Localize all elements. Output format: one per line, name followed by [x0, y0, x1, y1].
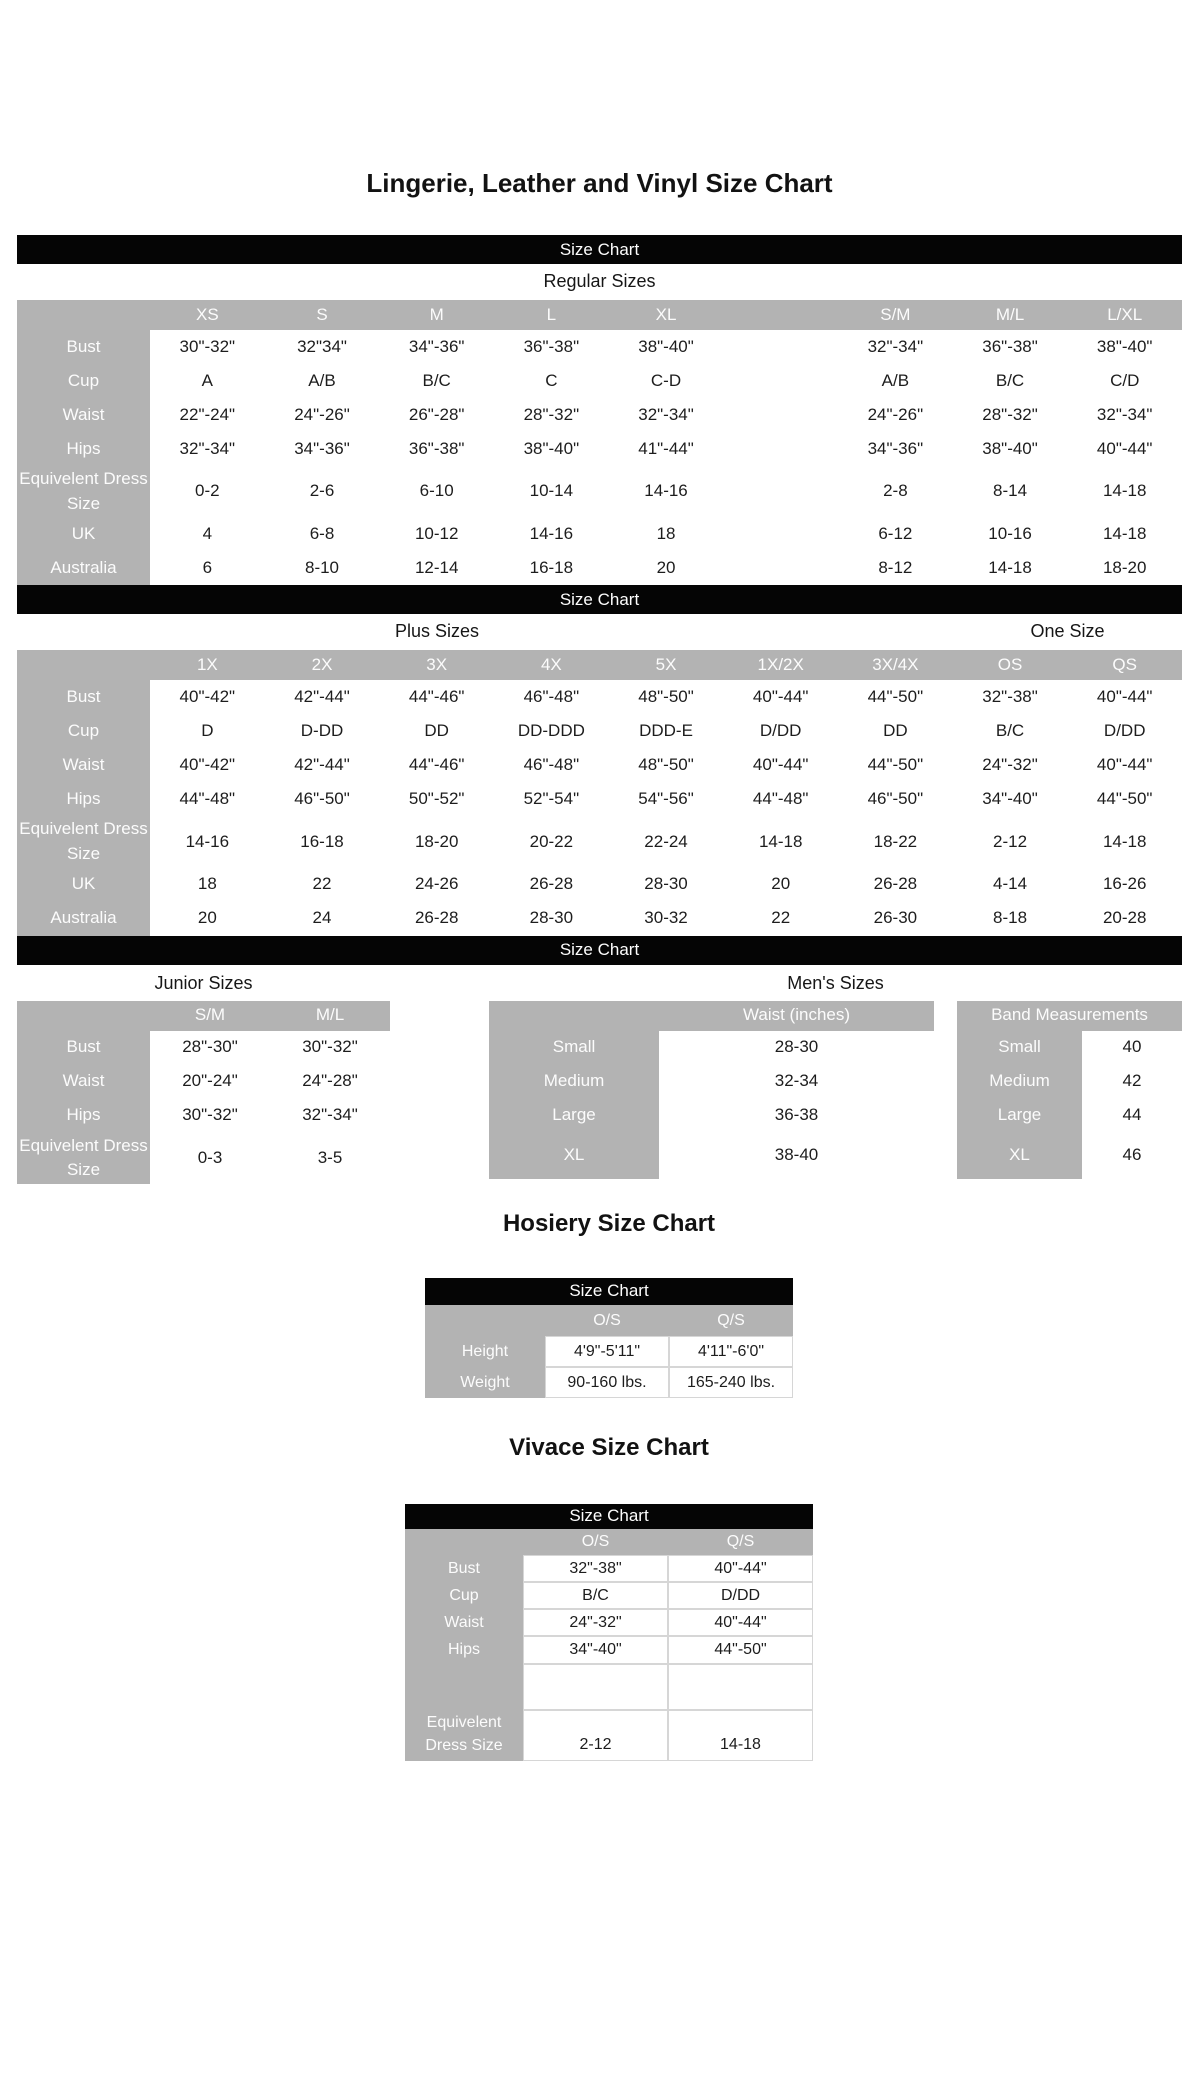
table-cell: B/C	[995, 720, 1025, 740]
table-cell: 38"-40"	[638, 336, 694, 356]
table-cell: B/C	[422, 370, 451, 390]
table-cell: 4	[202, 523, 213, 543]
row-label: Hips	[17, 782, 150, 816]
table-cell: 14-18	[1102, 481, 1147, 501]
column-header: 4X	[494, 650, 609, 680]
table-cell: 40"-42"	[179, 686, 236, 706]
row-label: Bust	[17, 680, 150, 714]
column-header: 1X/2X	[723, 650, 838, 680]
table-cell: 8-14	[993, 481, 1028, 501]
table-row	[17, 1099, 390, 1133]
row-label: Large	[489, 1099, 659, 1133]
table-cell: B/C	[995, 370, 1025, 390]
table-cell: 14-18	[1102, 523, 1147, 543]
row-label: Waist	[17, 398, 150, 432]
table-cell: 22	[771, 908, 791, 928]
row-label: Equivelent Dress Size	[405, 1710, 523, 1761]
table-cell: 32-34	[774, 1071, 819, 1091]
table-row	[489, 1031, 934, 1065]
row-label: Weight	[425, 1367, 545, 1398]
size-chart-bar: Size Chart	[17, 585, 1182, 614]
row-label: Small	[957, 1031, 1082, 1065]
column-header: M/L	[953, 300, 1068, 330]
table-cell: A/B	[881, 370, 910, 390]
table-cell: 14-16	[185, 831, 230, 851]
table-cell: 22"-24"	[179, 404, 236, 424]
table-cell: 6-10	[419, 481, 454, 501]
table-cell: 40"-44"	[1096, 686, 1153, 706]
header-row	[17, 1001, 390, 1031]
table-cell	[723, 330, 838, 364]
table-cell: 34"-36"	[867, 438, 924, 458]
table-row	[17, 748, 1182, 782]
column-header: QS	[1067, 650, 1182, 680]
table-cell: 0-2	[195, 481, 220, 501]
row-label: Cup	[405, 1582, 523, 1609]
table-cell: 54"-56"	[638, 788, 694, 808]
table-cell: 2-12	[523, 1710, 668, 1761]
row-label: Cup	[17, 364, 150, 398]
row-label: UK	[17, 868, 150, 902]
vivace-table	[405, 1529, 813, 1761]
table-cell	[723, 364, 838, 398]
table-cell: 38"-40"	[523, 438, 580, 458]
table-cell: 24"-28"	[302, 1071, 358, 1091]
table-cell: 4'9"-5'11"	[545, 1336, 669, 1367]
table-cell: 48"-50"	[638, 754, 694, 774]
table-cell: 18-20	[1102, 557, 1147, 577]
table-cell: 46"-48"	[523, 754, 580, 774]
row-label: Small	[489, 1031, 659, 1065]
table-cell: 20	[656, 557, 676, 577]
table-cell: 2-6	[309, 481, 335, 501]
column-header: OS	[953, 650, 1068, 680]
table-cell: 14-18	[668, 1710, 813, 1761]
table-row	[17, 398, 1182, 432]
table-cell: 24-26	[414, 874, 459, 894]
row-label: Large	[957, 1099, 1082, 1133]
table-cell: 90-160 lbs.	[545, 1367, 669, 1398]
table-row	[957, 1099, 1182, 1133]
table-cell: 44	[1122, 1105, 1142, 1125]
header-corner	[489, 1001, 659, 1031]
table-row	[17, 782, 1182, 816]
column-header: 3X/4X	[838, 650, 953, 680]
table-cell: 14-18	[758, 831, 803, 851]
table-cell: 40"-44"	[752, 754, 809, 774]
table-cell: DD-DDD	[517, 720, 585, 740]
table-cell: C/D	[1110, 370, 1140, 390]
table-cell: 42"-44"	[294, 686, 350, 706]
row-label	[405, 1664, 523, 1710]
table-cell: 40"-42"	[179, 754, 236, 774]
table-cell: 2-12	[993, 831, 1028, 851]
table-cell: 20-22	[529, 831, 574, 851]
table-cell: 28-30	[529, 908, 574, 928]
table-cell: 2-8	[883, 481, 908, 501]
row-label: Medium	[957, 1065, 1082, 1099]
column-header: 2X	[265, 650, 380, 680]
table-cell: 44"-50"	[668, 1636, 813, 1663]
table-cell	[723, 432, 838, 466]
table-cell: 4-14	[993, 874, 1028, 894]
row-label: Medium	[489, 1065, 659, 1099]
header-row	[17, 650, 1182, 680]
regular-sizes-label: Regular Sizes	[543, 271, 656, 291]
junior-mens-section-row	[17, 965, 1182, 1001]
table-cell: 30"-32"	[182, 1105, 238, 1125]
table-row	[957, 1031, 1182, 1065]
table-cell: 44"-48"	[179, 788, 236, 808]
table-cell: 10-14	[529, 481, 574, 501]
header-row	[957, 1001, 1182, 1031]
table-row	[425, 1367, 793, 1398]
size-chart-bar: Size Chart	[17, 235, 1182, 264]
table-cell: 8-12	[878, 557, 913, 577]
table-cell: 48"-50"	[638, 686, 694, 706]
table-cell: 10-12	[414, 523, 459, 543]
page-title: Lingerie, Leather and Vinyl Size Chart	[366, 168, 833, 198]
table-row	[17, 816, 1182, 867]
table-row	[957, 1133, 1182, 1179]
table-cell: 36-38	[774, 1105, 819, 1125]
table-cell: 28"-32"	[982, 404, 1038, 424]
vivace-title: Vivace Size Chart	[509, 1433, 709, 1461]
mens-waist-table	[489, 1001, 934, 1179]
table-cell: 16-18	[300, 831, 344, 851]
table-cell: 40"-44"	[668, 1609, 813, 1636]
table-cell: 26"-28"	[408, 404, 465, 424]
header-corner	[17, 300, 150, 330]
table-cell: 14-18	[1102, 831, 1147, 851]
table-cell: 34"-40"	[523, 1636, 668, 1663]
table-cell: 44"-50"	[1096, 788, 1153, 808]
table-cell: 26-30	[873, 908, 918, 928]
column-header: L/XL	[1067, 300, 1182, 330]
row-label: Height	[425, 1336, 545, 1367]
row-label: Bust	[17, 1031, 150, 1065]
table-cell: 6	[202, 557, 213, 577]
size-chart-bar: Size Chart	[405, 1504, 813, 1529]
column-header: M	[379, 300, 494, 330]
regular-sizes-table	[17, 300, 1182, 585]
table-cell: 42	[1122, 1071, 1142, 1091]
table-cell: 24"-32"	[523, 1609, 668, 1636]
table-cell: 6-8	[309, 523, 335, 543]
column-header: S	[265, 300, 380, 330]
row-label: Waist	[405, 1609, 523, 1636]
table-cell: 22	[312, 874, 332, 894]
header-row	[489, 1001, 934, 1031]
table-cell: 18-22	[873, 831, 918, 851]
table-cell: 16-18	[529, 557, 574, 577]
table-cell	[723, 517, 838, 551]
table-cell: 20"-24"	[182, 1071, 238, 1091]
row-label: Hips	[17, 1099, 150, 1133]
column-header: S/M	[150, 1001, 270, 1031]
table-row	[425, 1336, 793, 1367]
table-cell: 30"-32"	[179, 336, 236, 356]
table-cell: 38"-40"	[982, 438, 1038, 458]
table-row	[17, 714, 1182, 748]
table-cell: 22-24	[644, 831, 688, 851]
table-row	[489, 1099, 934, 1133]
table-cell: 28"-32"	[523, 404, 580, 424]
row-label: XL	[957, 1133, 1082, 1179]
table-cell: B/C	[523, 1582, 668, 1609]
table-cell: 40"-44"	[1096, 438, 1153, 458]
table-row	[17, 330, 1182, 364]
table-row	[405, 1636, 813, 1663]
table-row	[405, 1609, 813, 1636]
table-row	[489, 1133, 934, 1179]
row-label: XL	[489, 1133, 659, 1179]
column-header: 5X	[609, 650, 724, 680]
header-row	[17, 300, 1182, 330]
column-header: L	[494, 300, 609, 330]
table-cell: D-DD	[300, 720, 344, 740]
table-cell: C-D	[650, 370, 682, 390]
size-chart-bar: Size Chart	[17, 936, 1182, 965]
table-cell	[523, 1664, 668, 1710]
table-cell: 14-16	[529, 523, 574, 543]
plus-sizes-label: Plus Sizes	[394, 621, 480, 642]
table-cell: 165-240 lbs.	[669, 1367, 793, 1398]
table-cell: 18	[656, 523, 676, 543]
table-cell: DD	[883, 720, 908, 740]
table-cell: 41"-44"	[638, 438, 694, 458]
table-cell: D	[201, 720, 214, 740]
row-label: Cup	[17, 714, 150, 748]
table-cell: C	[545, 370, 558, 390]
junior-sizes-label: Junior Sizes	[154, 972, 253, 993]
table-cell: 26-28	[873, 874, 918, 894]
table-cell: 36"-38"	[408, 438, 465, 458]
table-cell: 44"-50"	[867, 686, 924, 706]
table-row	[17, 432, 1182, 466]
column-header	[723, 300, 838, 330]
column-header: Band Measurements	[957, 1001, 1182, 1031]
table-cell: 36"-38"	[523, 336, 580, 356]
table-cell	[668, 1664, 813, 1710]
table-cell: 12-14	[414, 557, 459, 577]
table-row	[957, 1065, 1182, 1099]
row-label: Equivelent Dress Size	[17, 466, 150, 517]
table-cell: 3-5	[317, 1147, 343, 1167]
table-row	[17, 551, 1182, 585]
table-cell: 44"-46"	[408, 754, 465, 774]
table-cell: 16-26	[1102, 874, 1147, 894]
table-cell: D/DD	[759, 720, 802, 740]
table-cell: 34"-36"	[294, 438, 350, 458]
table-cell: D/DD	[1103, 720, 1146, 740]
table-cell: 20	[771, 874, 791, 894]
table-row	[405, 1710, 813, 1761]
table-cell: 32"-34"	[638, 404, 694, 424]
column-header: Waist (inches)	[659, 1001, 934, 1031]
table-cell: 18-20	[414, 831, 459, 851]
mens-band-table	[957, 1001, 1182, 1179]
table-cell: 46	[1122, 1145, 1142, 1165]
column-header: O/S	[523, 1529, 668, 1555]
table-cell: 28-30	[644, 874, 688, 894]
table-row	[405, 1555, 813, 1582]
column-header: Q/S	[669, 1305, 793, 1336]
junior-mens-tables	[17, 1001, 1182, 1184]
table-cell: 24"-26"	[867, 404, 924, 424]
plus-sizes-table	[17, 650, 1182, 935]
table-cell: 8-10	[304, 557, 340, 577]
table-cell: 24"-26"	[294, 404, 350, 424]
table-cell: 30-32	[644, 908, 688, 928]
header-corner	[17, 1001, 150, 1031]
row-label: Australia	[17, 902, 150, 936]
table-row	[405, 1664, 813, 1710]
table-cell: 32"34"	[297, 336, 347, 356]
table-cell: 40"-44"	[752, 686, 809, 706]
hosiery-table	[425, 1305, 793, 1398]
table-row	[17, 1031, 390, 1065]
table-cell: A	[201, 370, 213, 390]
table-row	[489, 1065, 934, 1099]
row-label: Australia	[17, 551, 150, 585]
table-cell: 10-16	[988, 523, 1032, 543]
table-cell	[723, 551, 838, 585]
table-cell: 38-40	[774, 1145, 819, 1165]
row-label: Hips	[405, 1636, 523, 1663]
table-cell: 32"-34"	[867, 336, 924, 356]
table-cell: 28-30	[774, 1037, 819, 1057]
row-label: Equivelent Dress Size	[17, 1133, 150, 1184]
table-cell: 46"-48"	[523, 686, 580, 706]
table-cell: 32"-38"	[523, 1555, 668, 1582]
plus-sizes-section-row	[17, 614, 1182, 650]
table-cell: 20	[197, 908, 217, 928]
one-size-label: One Size	[1030, 621, 1105, 642]
table-cell: 32"-34"	[179, 438, 236, 458]
table-cell: 0-3	[197, 1147, 223, 1167]
table-row	[17, 680, 1182, 714]
header-row	[425, 1305, 793, 1336]
vivace-table-wrap	[405, 1504, 813, 1761]
table-row	[17, 466, 1182, 517]
header-corner	[405, 1529, 523, 1555]
table-cell: 42"-44"	[294, 754, 350, 774]
table-cell: 46"-50"	[867, 788, 924, 808]
table-cell: 38"-40"	[1096, 336, 1153, 356]
column-header: Q/S	[668, 1529, 813, 1555]
header-corner	[425, 1305, 545, 1336]
table-cell: 52"-54"	[523, 788, 580, 808]
table-row	[405, 1582, 813, 1609]
table-cell: 46"-50"	[294, 788, 350, 808]
table-cell: 26-28	[414, 908, 459, 928]
table-cell: 14-18	[988, 557, 1032, 577]
mens-sizes-label: Men's Sizes	[787, 972, 884, 993]
table-cell: 36"-38"	[982, 336, 1038, 356]
table-cell: DD	[424, 720, 449, 740]
table-cell: 34"-36"	[408, 336, 465, 356]
table-cell: 30"-32"	[302, 1037, 358, 1057]
column-header: 1X	[150, 650, 265, 680]
table-cell: 32"-34"	[302, 1105, 358, 1125]
header-row	[405, 1529, 813, 1555]
column-header: XL	[609, 300, 724, 330]
table-cell: 40"-44"	[1096, 754, 1153, 774]
table-cell: 32"-38"	[982, 686, 1038, 706]
table-row	[17, 364, 1182, 398]
table-cell: 26-28	[529, 874, 574, 894]
column-header: S/M	[838, 300, 953, 330]
table-cell: 40	[1122, 1037, 1142, 1057]
row-label: Waist	[17, 748, 150, 782]
table-cell: 14-16	[644, 481, 688, 501]
row-label: UK	[17, 517, 150, 551]
table-cell: 6-12	[878, 523, 913, 543]
column-header: O/S	[545, 1305, 669, 1336]
table-row	[17, 517, 1182, 551]
table-row	[17, 902, 1182, 936]
row-label: Waist	[17, 1065, 150, 1099]
table-cell: DDD-E	[639, 720, 693, 740]
row-label: Bust	[405, 1555, 523, 1582]
hosiery-table-wrap	[425, 1278, 793, 1398]
table-row	[17, 868, 1182, 902]
column-header: 3X	[379, 650, 494, 680]
table-cell: D/DD	[668, 1582, 813, 1609]
table-cell: 44"-50"	[867, 754, 924, 774]
table-cell: 18	[197, 874, 217, 894]
table-row	[17, 1133, 390, 1184]
table-cell: 50"-52"	[408, 788, 465, 808]
table-cell: 4'11"-6'0"	[669, 1336, 793, 1367]
regular-sizes-section-row	[17, 264, 1182, 300]
row-label: Equivelent Dress Size	[17, 816, 150, 867]
table-cell: 20-28	[1102, 908, 1147, 928]
size-chart-document	[17, 235, 1182, 1761]
table-cell: 34"-40"	[982, 788, 1038, 808]
column-header: M/L	[270, 1001, 390, 1031]
table-cell: 28"-30"	[182, 1037, 238, 1057]
table-cell: 44"-46"	[408, 686, 465, 706]
table-cell	[723, 398, 838, 432]
header-corner	[17, 650, 150, 680]
table-cell: 40"-44"	[668, 1555, 813, 1582]
row-label: Bust	[17, 330, 150, 364]
table-row	[17, 1065, 390, 1099]
table-cell: 32"-34"	[1096, 404, 1153, 424]
table-cell	[723, 466, 838, 517]
table-cell: 24	[312, 908, 332, 928]
column-header: XS	[150, 300, 265, 330]
table-cell: 24"-32"	[982, 754, 1038, 774]
hosiery-title: Hosiery Size Chart	[502, 1209, 716, 1237]
table-cell: 8-18	[993, 908, 1028, 928]
row-label: Hips	[17, 432, 150, 466]
size-chart-bar: Size Chart	[425, 1278, 793, 1305]
table-cell: A/B	[308, 370, 336, 390]
junior-sizes-table	[17, 1001, 390, 1184]
table-cell: 44"-48"	[752, 788, 809, 808]
